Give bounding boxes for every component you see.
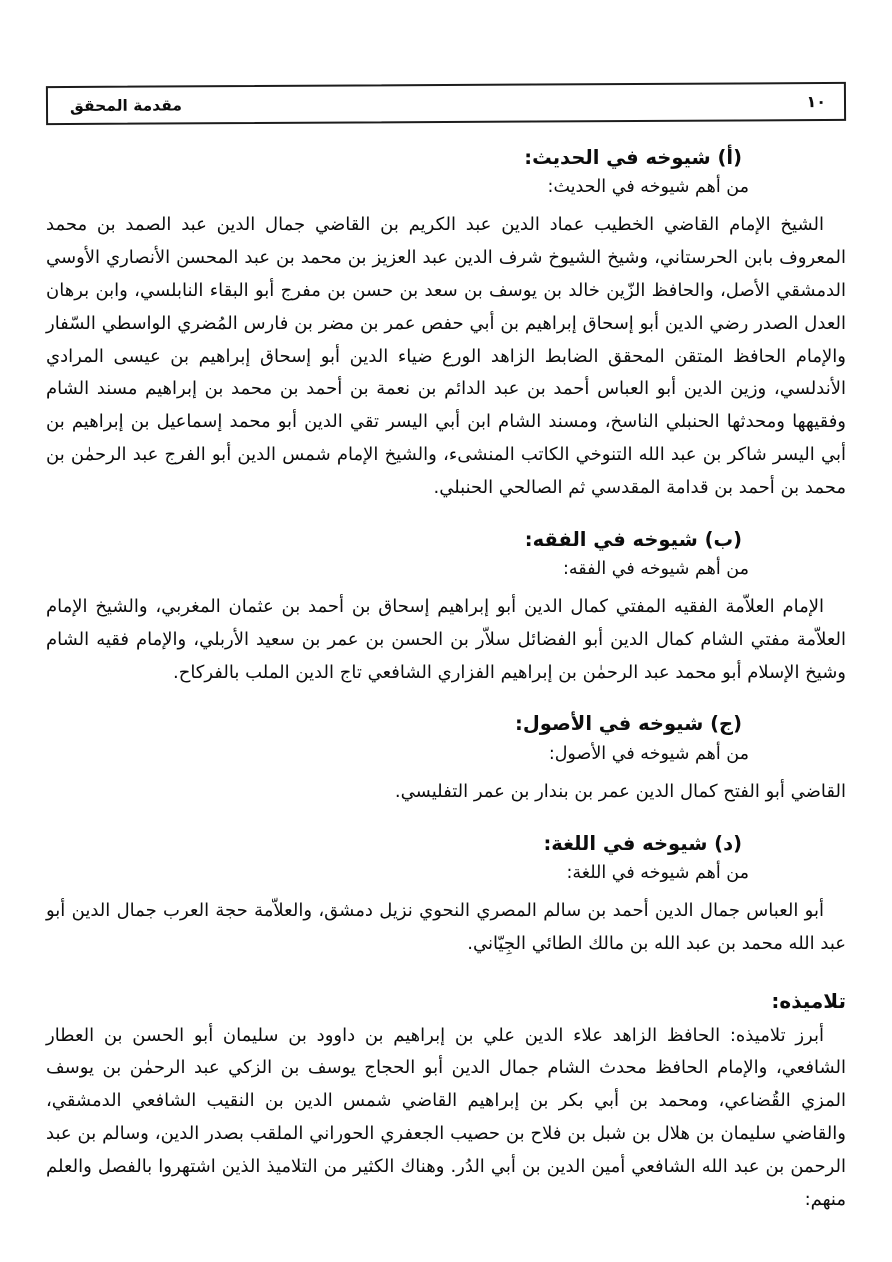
section-intro-hadith: من أهم شيوخه في الحديث:: [547, 177, 749, 198]
section-heading-hadith: (أ) شيوخه في الحديث:: [524, 146, 742, 169]
page-header: [46, 82, 846, 125]
section-intro-usul: من أهم شيوخه في الأصول:: [548, 743, 749, 764]
section-heading-fiqh: (ب) شيوخه في الفقه:: [524, 527, 742, 551]
section-intro-fiqh: من أهم شيوخه في الفقه:: [563, 558, 749, 579]
students-body: أبرز تلاميذه: الحافظ الزاهد علاء الدين علي بن إبراهيم بن داوود بن سليمان أبو الحسن بن العطار الشافعي، والإمام الحافظ محدث الشام جمال الدين أبو الحجاج يوسف بن الزكي عبد الرحمٰن بن يوسف المزي القُضاعي، ومحمد بن أبي بكر بن إبراهيم القاضي شمس الدين بن النقيب الشافعي الدمشقي، والقاضي سليمان بن هلال بن شبل بن فلاح بن حصيب الجعفري الحوراني الملقب بصدر الدين، وسالم بن عبد الرحمن بن عبد الله الشافعي أمين الدين بن أبي الدُر. وهناك الكثير من التلاميذ الذين اشتهروا بالفصل والعلم منهم:: [46, 1024, 846, 1210]
section-body-fiqh: الإمام العلاّمة الفقيه المفتي كمال الدين أبو إبراهيم إسحاق بن أحمد بن عثمان المغربي، والشيخ الإمام العلاّمة مفتي الشام كمال الدين أبو الفضائل سلاّر بن الحسن بن عمر بن سعيد الأربلي، والإمام فقيه الشام وشيخ الإسلام أبو محمد عبد الرحمٰن بن إبراهيم الفزاري الشافعي تاج الدين الملب بالفركاح.: [46, 595, 846, 683]
section-body-lugha: أبو العباس جمال الدين أحمد بن سالم المصري النحوي نزيل دمشق، والعلاّمة حجة العرب جمال الدين أبو عبد الله محمد بن عبد الله بن مالك الطائي الجِيّاني.: [46, 899, 846, 954]
section-body-usul: القاضي أبو الفتح كمال الدين عمر بن بندار بن عمر التفليسي.: [394, 780, 846, 802]
section-intro-lugha: من أهم شيوخه في اللغة:: [566, 862, 749, 883]
section-heading-lugha: (د) شيوخه في اللغة:: [543, 831, 742, 855]
page-content: [46, 144, 846, 1216]
section-body-hadith: الشيخ الإمام القاضي الخطيب عماد الدين عبد الكريم بن القاضي جمال الدين عبد الصمد بن محمد المعروف بابن الحرستاني، وشيخ الشيوخ شرف الدين عبد العزيز بن محمد بن عبد المحسن الأنصاري الأوسي الدمشقي الأصل، والحافظ الزّين خالد بن يوسف بن سعد بن حسن بن مفرج أبو البقاء النابلسي، وابن برهان العدل الصدر رضي الدين أبو إسحاق إبراهيم بن أبي حفص عمر بن مضر بن فارس المُضري الواسطي السّفار والإمام الحافظ المتقن المحقق الضابط الزاهد الورع ضياء الدين أبو إسحاق إبراهيم بن عيسى المرادي الأندلسي، وزين الدين أبو العباس أحمد بن عبد الدائم بن نعمة بن أحمد بن محمد بن إبراهيم مسند الشام وفقيهها ومحدثها الحنبلي الناسخ، ومسند الشام ابن أبي اليسر تقي الدين أبو محمد إسماعيل بن إبراهيم بن أبي اليسر شاكر بن عبد الله التنوخي الكاتب المنشىء، والشيخ الإمام شمس الدين أبو الفرج عبد الرحمٰن بن محمد بن أحمد بن قدامة المقدسي ثم الصالحي الحنبلي.: [46, 214, 846, 498]
section-heading-usul: (ج) شيوخه في الأصول:: [515, 712, 742, 736]
students-heading: تلاميذه:: [771, 988, 846, 1013]
page-number: ١٠: [806, 92, 827, 112]
running-title: مقدمة المحقق: [69, 95, 182, 115]
